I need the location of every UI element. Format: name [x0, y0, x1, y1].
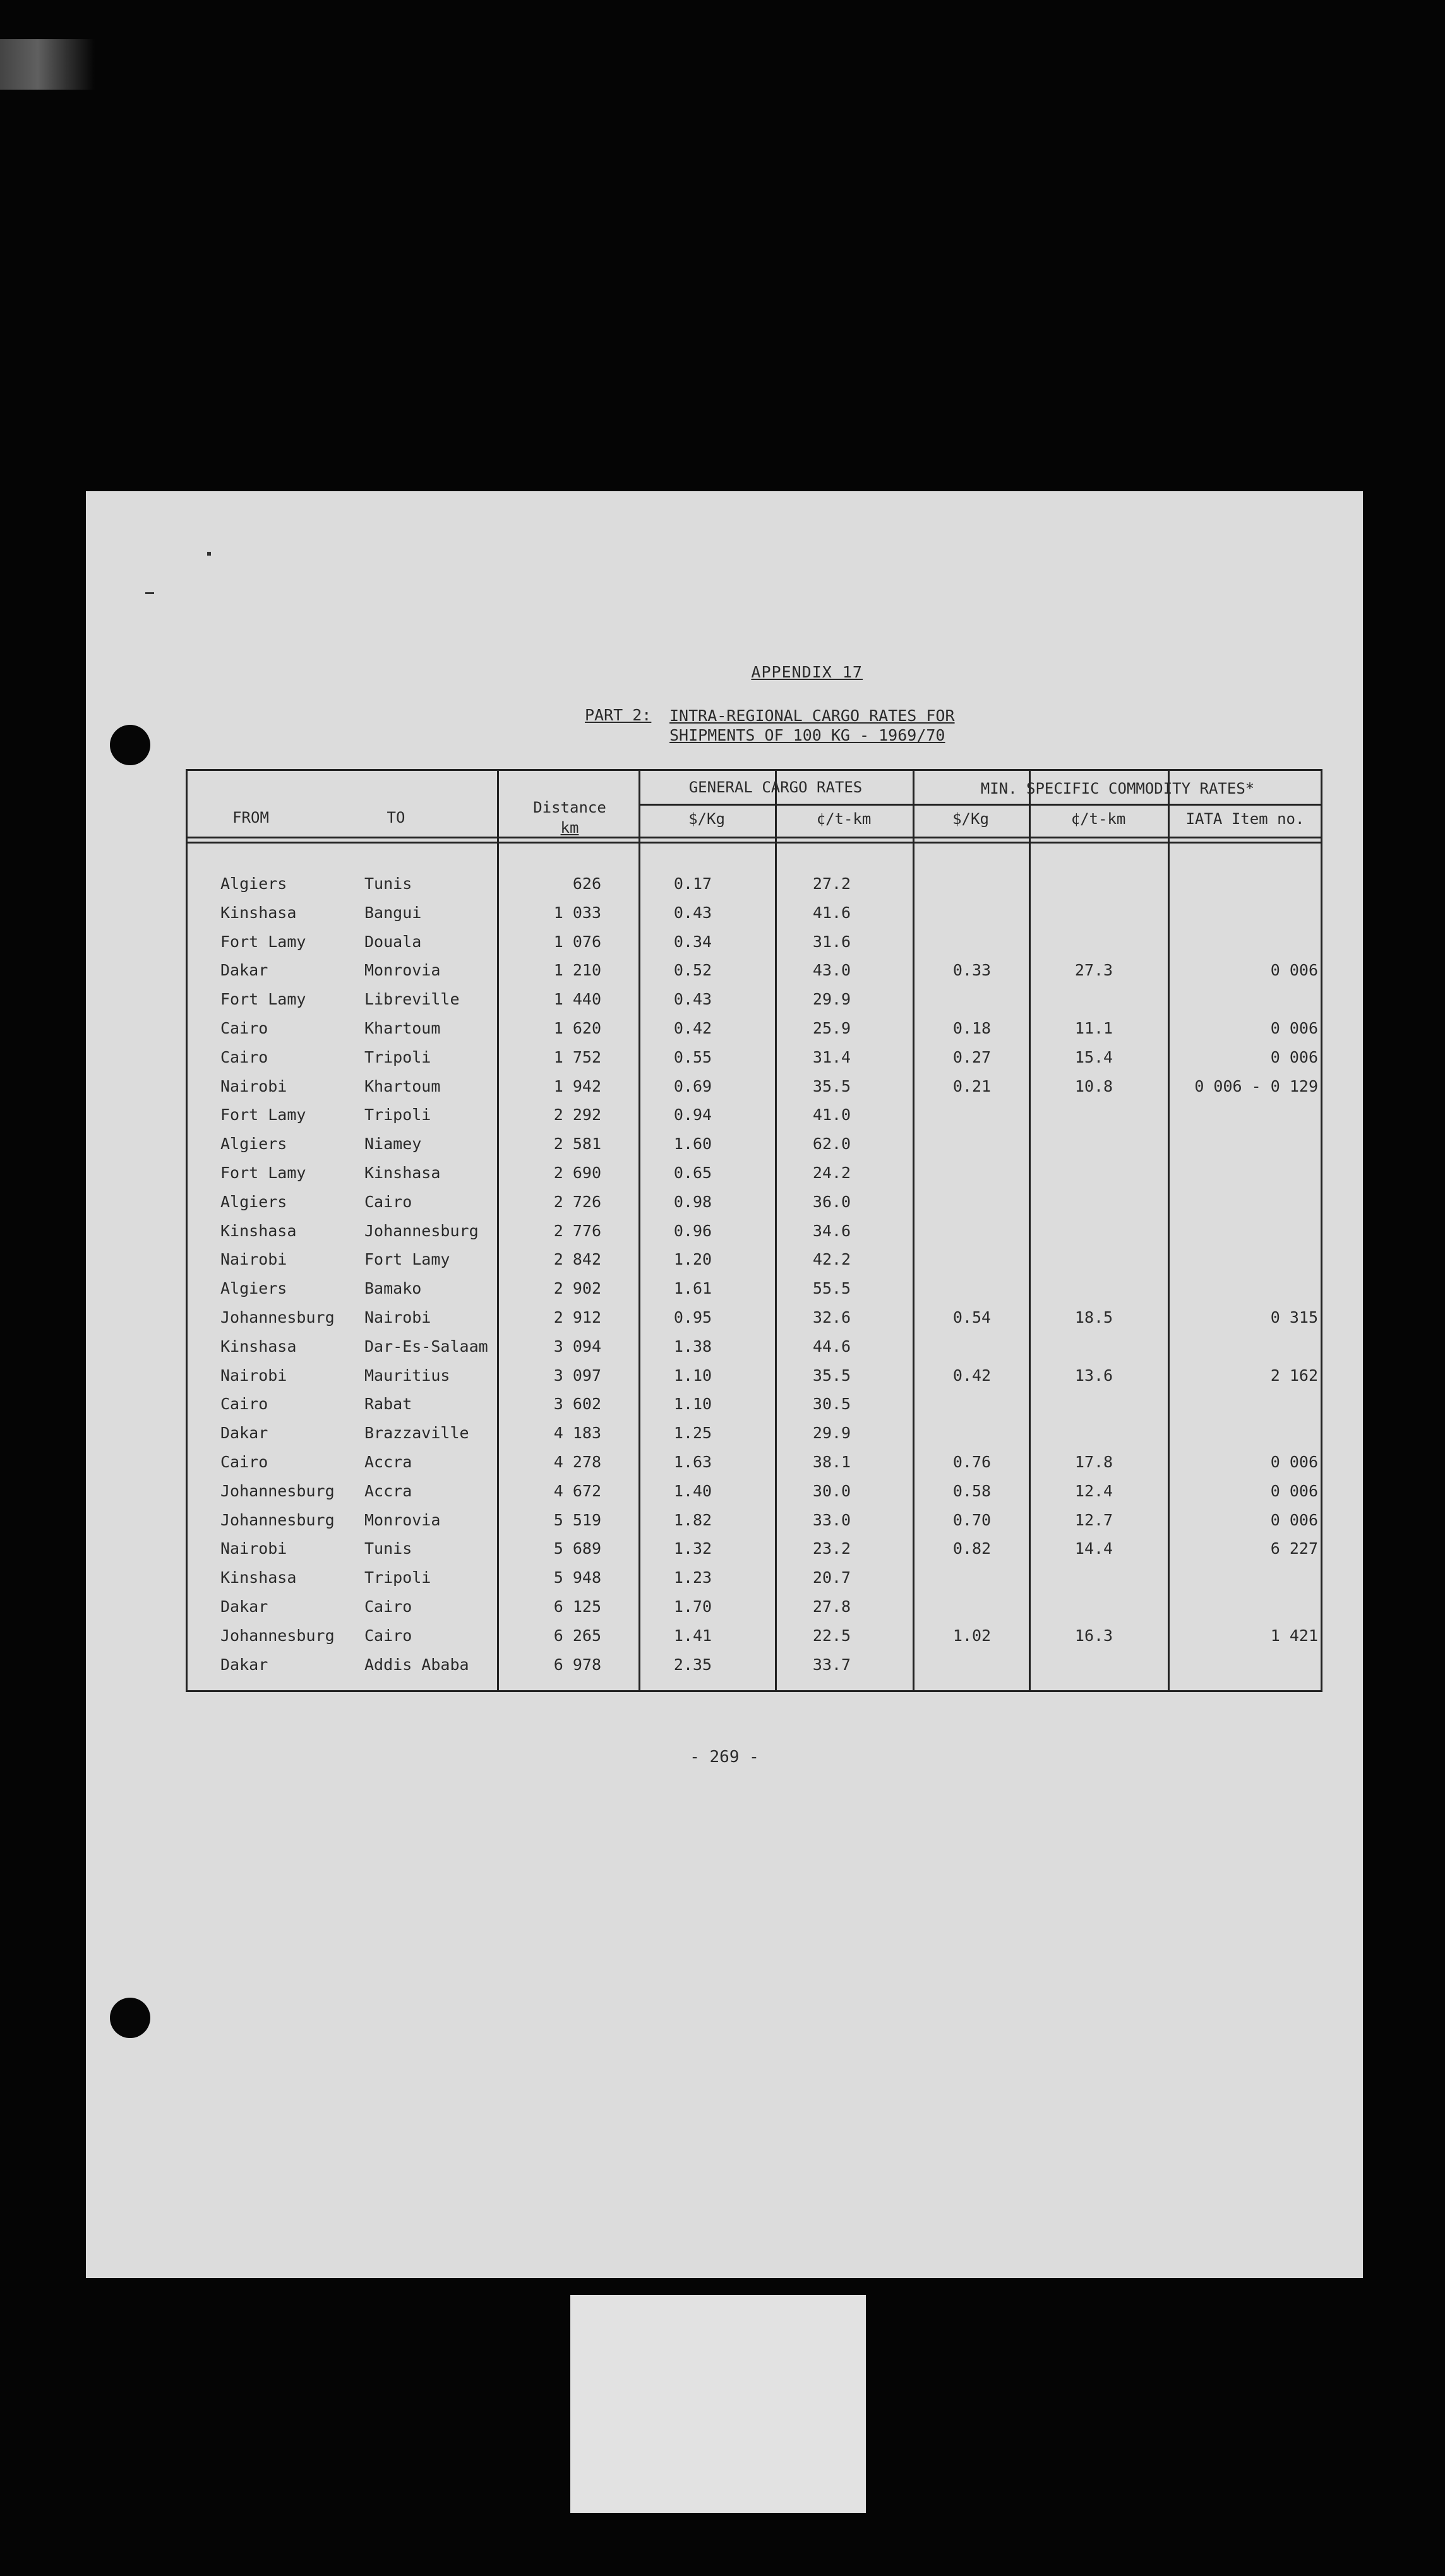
general-tkm-cell: 43.0: [812, 961, 851, 980]
from-cell: Dakar: [220, 1597, 268, 1616]
general-tkm-cell: 31.6: [812, 932, 851, 951]
to-cell: Monrovia: [364, 1510, 441, 1529]
header-bottom-rule: [188, 842, 1322, 844]
to-cell: Cairo: [364, 1626, 412, 1645]
from-cell: Cairo: [220, 1395, 268, 1414]
header-min-tkm: ¢/t-km: [1070, 810, 1126, 828]
general-tkm-cell: 29.9: [812, 1424, 851, 1443]
to-cell: Monrovia: [364, 961, 441, 980]
distance-cell: 6 265: [553, 1626, 601, 1645]
from-cell: Kinshasa: [220, 1568, 297, 1587]
min-tkm-cell: 14.4: [1074, 1539, 1113, 1558]
column-rule: [775, 771, 777, 1690]
min-tkm-cell: 10.8: [1074, 1076, 1113, 1095]
part-label: PART 2:: [585, 706, 652, 724]
header-general-kg: $/Kg: [688, 810, 725, 828]
general-kg-cell: 0.98: [673, 1192, 712, 1211]
from-cell: Nairobi: [220, 1250, 287, 1269]
column-rule: [913, 771, 914, 1690]
to-cell: Tunis: [364, 874, 412, 893]
header-distance-unit: km: [560, 819, 579, 837]
distance-cell: 4 278: [553, 1453, 601, 1471]
to-cell: Cairo: [364, 1192, 412, 1211]
general-tkm-cell: 34.6: [812, 1221, 851, 1240]
from-cell: Nairobi: [220, 1539, 287, 1558]
to-cell: Tripoli: [364, 1047, 431, 1066]
from-cell: Dakar: [220, 961, 268, 980]
general-tkm-cell: 38.1: [812, 1453, 851, 1471]
general-kg-cell: 1.63: [673, 1453, 712, 1471]
min-tkm-cell: 15.4: [1074, 1047, 1113, 1066]
min-tkm-cell: 27.3: [1074, 961, 1113, 980]
from-cell: Kinshasa: [220, 1337, 297, 1356]
min-kg-cell: 0.21: [952, 1076, 992, 1095]
general-tkm-cell: 36.0: [812, 1192, 851, 1211]
from-cell: Fort Lamy: [220, 1164, 306, 1182]
distance-cell: 2 912: [553, 1308, 601, 1327]
iata-cell: 0 006: [1270, 961, 1318, 980]
general-kg-cell: 0.43: [673, 903, 712, 922]
general-kg-cell: 0.94: [673, 1106, 712, 1124]
distance-cell: 2 902: [553, 1279, 601, 1298]
from-cell: Dakar: [220, 1655, 268, 1674]
general-kg-cell: 0.52: [673, 961, 712, 980]
group-header-rule: [639, 804, 1322, 806]
to-cell: Libreville: [364, 990, 460, 1009]
from-cell: Nairobi: [220, 1076, 287, 1095]
general-kg-cell: 0.69: [673, 1076, 712, 1095]
general-kg-cell: 1.10: [673, 1395, 712, 1414]
general-kg-cell: 0.65: [673, 1164, 712, 1182]
from-cell: Fort Lamy: [220, 932, 306, 951]
min-tkm-cell: 12.7: [1074, 1510, 1113, 1529]
to-cell: Mauritius: [364, 1366, 450, 1385]
part-title-line2: SHIPMENTS OF 100 KG - 1969/70: [669, 726, 945, 744]
distance-cell: 5 689: [553, 1539, 601, 1558]
general-kg-cell: 1.10: [673, 1366, 712, 1385]
min-kg-cell: 0.33: [952, 961, 992, 980]
to-cell: Accra: [364, 1453, 412, 1471]
from-cell: Algiers: [220, 1279, 287, 1298]
distance-cell: 3 094: [553, 1337, 601, 1356]
min-kg-cell: 0.82: [952, 1539, 992, 1558]
to-cell: Khartoum: [364, 1076, 441, 1095]
general-kg-cell: 1.70: [673, 1597, 712, 1616]
distance-cell: 4 672: [553, 1481, 601, 1500]
iata-cell: 0 006: [1270, 1047, 1318, 1066]
to-cell: Brazzaville: [364, 1424, 469, 1443]
blank-card: [570, 2295, 866, 2513]
min-kg-cell: 0.70: [952, 1510, 992, 1529]
to-cell: Cairo: [364, 1597, 412, 1616]
general-tkm-cell: 23.2: [812, 1539, 851, 1558]
header-general-tkm: ¢/t-km: [816, 810, 872, 828]
punch-hole: [110, 725, 150, 765]
general-tkm-cell: 29.9: [812, 990, 851, 1009]
part-title: [669, 706, 955, 745]
to-cell: Bamako: [364, 1279, 422, 1298]
min-kg-cell: 0.27: [952, 1047, 992, 1066]
min-tkm-cell: 11.1: [1074, 1019, 1113, 1037]
from-cell: Johannesburg: [220, 1308, 335, 1327]
to-cell: Tunis: [364, 1539, 412, 1558]
general-tkm-cell: 35.5: [812, 1076, 851, 1095]
distance-cell: 1 942: [553, 1076, 601, 1095]
distance-cell: 1 752: [553, 1047, 601, 1066]
column-rule: [1029, 771, 1031, 1690]
to-cell: Khartoum: [364, 1019, 441, 1037]
iata-cell: 2 162: [1270, 1366, 1318, 1385]
to-cell: Nairobi: [364, 1308, 431, 1327]
general-tkm-cell: 35.5: [812, 1366, 851, 1385]
punch-hole: [110, 1998, 150, 2038]
to-cell: Rabat: [364, 1395, 412, 1414]
header-to: TO: [387, 809, 405, 826]
distance-cell: 2 292: [553, 1106, 601, 1124]
general-kg-cell: 1.60: [673, 1135, 712, 1154]
from-cell: Kinshasa: [220, 903, 297, 922]
distance-cell: 2 690: [553, 1164, 601, 1182]
general-tkm-cell: 41.6: [812, 903, 851, 922]
to-cell: Douala: [364, 932, 422, 951]
general-tkm-cell: 25.9: [812, 1019, 851, 1037]
general-kg-cell: 0.55: [673, 1047, 712, 1066]
distance-cell: 5 519: [553, 1510, 601, 1529]
to-cell: Fort Lamy: [364, 1250, 450, 1269]
from-cell: Johannesburg: [220, 1481, 335, 1500]
general-kg-cell: 2.35: [673, 1655, 712, 1674]
general-tkm-cell: 24.2: [812, 1164, 851, 1182]
general-tkm-cell: 55.5: [812, 1279, 851, 1298]
appendix-title: APPENDIX 17: [751, 663, 863, 681]
iata-cell: 0 006: [1270, 1453, 1318, 1471]
iata-cell: 0 006 - 0 129: [1194, 1076, 1318, 1095]
iata-cell: 0 006: [1270, 1019, 1318, 1037]
from-cell: Algiers: [220, 874, 287, 893]
min-tkm-cell: 16.3: [1074, 1626, 1113, 1645]
iata-cell: 6 227: [1270, 1539, 1318, 1558]
distance-cell: 626: [572, 874, 601, 893]
from-cell: Cairo: [220, 1047, 268, 1066]
min-tkm-cell: 17.8: [1074, 1453, 1113, 1471]
cargo-rates-table: [186, 769, 1322, 1692]
min-kg-cell: 0.18: [952, 1019, 992, 1037]
min-kg-cell: 0.42: [952, 1366, 992, 1385]
general-kg-cell: 1.40: [673, 1481, 712, 1500]
general-kg-cell: 0.42: [673, 1019, 712, 1037]
to-cell: Addis Ababa: [364, 1655, 469, 1674]
general-tkm-cell: 27.8: [812, 1597, 851, 1616]
from-cell: Fort Lamy: [220, 1106, 306, 1124]
document-page: [86, 491, 1363, 2278]
speck: [207, 552, 211, 556]
general-kg-cell: 1.32: [673, 1539, 712, 1558]
from-cell: Cairo: [220, 1453, 268, 1471]
general-tkm-cell: 62.0: [812, 1135, 851, 1154]
general-kg-cell: 0.34: [673, 932, 712, 951]
distance-cell: 3 602: [553, 1395, 601, 1414]
to-cell: Kinshasa: [364, 1164, 441, 1182]
general-tkm-cell: 33.0: [812, 1510, 851, 1529]
distance-cell: 4 183: [553, 1424, 601, 1443]
general-kg-cell: 0.43: [673, 990, 712, 1009]
distance-cell: 1 076: [553, 932, 601, 951]
to-cell: Tripoli: [364, 1568, 431, 1587]
to-cell: Niamey: [364, 1135, 422, 1154]
general-tkm-cell: 42.2: [812, 1250, 851, 1269]
distance-cell: 1 440: [553, 990, 601, 1009]
general-kg-cell: 1.23: [673, 1568, 712, 1587]
general-kg-cell: 0.95: [673, 1308, 712, 1327]
header-iata-item: IATA Item no.: [1185, 810, 1305, 828]
from-cell: Kinshasa: [220, 1221, 297, 1240]
scan-artifact: [0, 39, 95, 90]
general-kg-cell: 0.17: [673, 874, 712, 893]
header-from: FROM: [232, 809, 269, 826]
distance-cell: 6 978: [553, 1655, 601, 1674]
to-cell: Johannesburg: [364, 1221, 479, 1240]
header-bottom-rule: [188, 837, 1322, 838]
general-tkm-cell: 27.2: [812, 874, 851, 893]
distance-cell: 2 842: [553, 1250, 601, 1269]
to-cell: Dar-Es-Salaam: [364, 1337, 488, 1356]
distance-cell: 2 776: [553, 1221, 601, 1240]
distance-cell: 6 125: [553, 1597, 601, 1616]
to-cell: Accra: [364, 1481, 412, 1500]
page-number: - 269 -: [690, 1748, 759, 1767]
general-tkm-cell: 30.0: [812, 1481, 851, 1500]
min-kg-cell: 0.58: [952, 1481, 992, 1500]
header-min-kg: $/Kg: [952, 810, 989, 828]
distance-cell: 2 726: [553, 1192, 601, 1211]
header-general-cargo-rates: GENERAL CARGO RATES: [688, 778, 863, 796]
general-tkm-cell: 33.7: [812, 1655, 851, 1674]
min-tkm-cell: 12.4: [1074, 1481, 1113, 1500]
general-tkm-cell: 32.6: [812, 1308, 851, 1327]
from-cell: Johannesburg: [220, 1510, 335, 1529]
from-cell: Dakar: [220, 1424, 268, 1443]
general-kg-cell: 0.96: [673, 1221, 712, 1240]
from-cell: Johannesburg: [220, 1626, 335, 1645]
distance-cell: 2 581: [553, 1135, 601, 1154]
distance-cell: 1 210: [553, 961, 601, 980]
from-cell: Cairo: [220, 1019, 268, 1037]
from-cell: Algiers: [220, 1192, 287, 1211]
iata-cell: 0 006: [1270, 1510, 1318, 1529]
general-tkm-cell: 22.5: [812, 1626, 851, 1645]
general-kg-cell: 1.82: [673, 1510, 712, 1529]
column-rule: [497, 771, 499, 1690]
min-tkm-cell: 13.6: [1074, 1366, 1113, 1385]
min-kg-cell: 1.02: [952, 1626, 992, 1645]
from-cell: Fort Lamy: [220, 990, 306, 1009]
iata-cell: 0 315: [1270, 1308, 1318, 1327]
min-tkm-cell: 18.5: [1074, 1308, 1113, 1327]
general-tkm-cell: 30.5: [812, 1395, 851, 1414]
distance-cell: 3 097: [553, 1366, 601, 1385]
general-kg-cell: 1.41: [673, 1626, 712, 1645]
iata-cell: 0 006: [1270, 1481, 1318, 1500]
part-title-line1: INTRA-REGIONAL CARGO RATES FOR: [669, 707, 955, 725]
from-cell: Nairobi: [220, 1366, 287, 1385]
min-kg-cell: 0.54: [952, 1308, 992, 1327]
min-kg-cell: 0.76: [952, 1453, 992, 1471]
general-tkm-cell: 20.7: [812, 1568, 851, 1587]
column-rule: [639, 771, 640, 1690]
general-tkm-cell: 31.4: [812, 1047, 851, 1066]
header-min-commodity-rates: MIN. SPECIFIC COMMODITY RATES*: [980, 780, 1255, 797]
general-tkm-cell: 44.6: [812, 1337, 851, 1356]
speck: [145, 592, 154, 594]
distance-cell: 5 948: [553, 1568, 601, 1587]
to-cell: Tripoli: [364, 1106, 431, 1124]
distance-cell: 1 033: [553, 903, 601, 922]
to-cell: Bangui: [364, 903, 422, 922]
distance-cell: 1 620: [553, 1019, 601, 1037]
general-kg-cell: 1.38: [673, 1337, 712, 1356]
general-kg-cell: 1.61: [673, 1279, 712, 1298]
general-kg-cell: 1.20: [673, 1250, 712, 1269]
header-distance: Distance: [533, 799, 606, 816]
from-cell: Algiers: [220, 1135, 287, 1154]
general-kg-cell: 1.25: [673, 1424, 712, 1443]
general-tkm-cell: 41.0: [812, 1106, 851, 1124]
iata-cell: 1 421: [1270, 1626, 1318, 1645]
